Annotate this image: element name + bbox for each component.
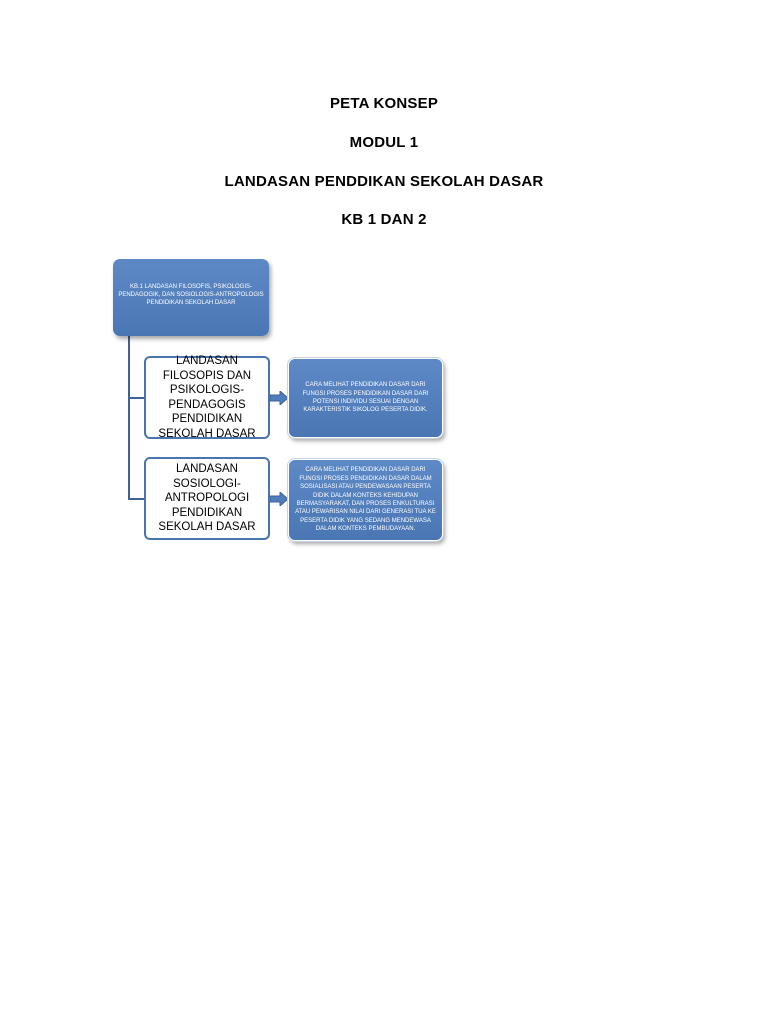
root-concept-box	[113, 259, 269, 336]
concept-description-text: CARA MELIHAT PENDIDIKAN DASAR DARI FUNGSI PROSES PENDIDIKAN DASAR DALAM SOSIALISASI ATAU PENDEWASAAN PESERTA DIDIK DALAM KONTEKS KEHIDUPAN BERMASYARAKAT, DAN PROSES ENKULTURASI ATAU PEWARISAN NILAI DARI GENERASI TUA KE PESERTA DIDIK YANG SEDANG MENDEWASA DALAM KONTEKS PEMBUDAYAAN.	[295, 467, 436, 533]
concept-description-2	[288, 459, 443, 541]
concept-node-label: LANDASAN SOSIOLOGI-ANTROPOLOGI PENDIDIKAN SEKOLAH DASAR	[158, 463, 256, 534]
concept-node-label: LANDASAN FILOSOPIS DAN PSIKOLOGIS-PENDAGOGIS PENDIDIKAN SEKOLAH DASAR	[158, 355, 256, 440]
kb-heading: KB 1 DAN 2	[341, 211, 427, 228]
right-arrow-icon	[270, 492, 288, 506]
subject-heading: LANDASAN PENDDIKAN SEKOLAH DASAR	[224, 173, 544, 190]
concept-node-2	[144, 457, 270, 540]
vertical-connector	[128, 336, 130, 499]
concept-description-1	[288, 358, 443, 438]
connector-to-node-2	[128, 498, 144, 500]
module-heading: MODUL 1	[349, 134, 419, 151]
concept-description-text: CARA MELIHAT PENDIDIKAN DASAR DARI FUNGSI PROSES PENDIDIKAN DASAR DARI POTENSI INDIVIDU SESUAI DENGAN KARAKTERISTIK SIKOLOG PESERTA DIDIK.	[302, 382, 429, 414]
connector-to-node-1	[128, 397, 144, 399]
concept-node-1	[144, 356, 270, 439]
root-concept-label: KB.1 LANDASAN FILOSOFIS, PSIKOLOGIS-PENDAGOGIK, DAN SOSIOLOGIS-ANTROPOLOGIS PENDIDIKAN SEKOLAH DASAR	[118, 284, 264, 306]
right-arrow-icon	[270, 391, 288, 405]
page-title: PETA KONSEP	[329, 95, 439, 112]
